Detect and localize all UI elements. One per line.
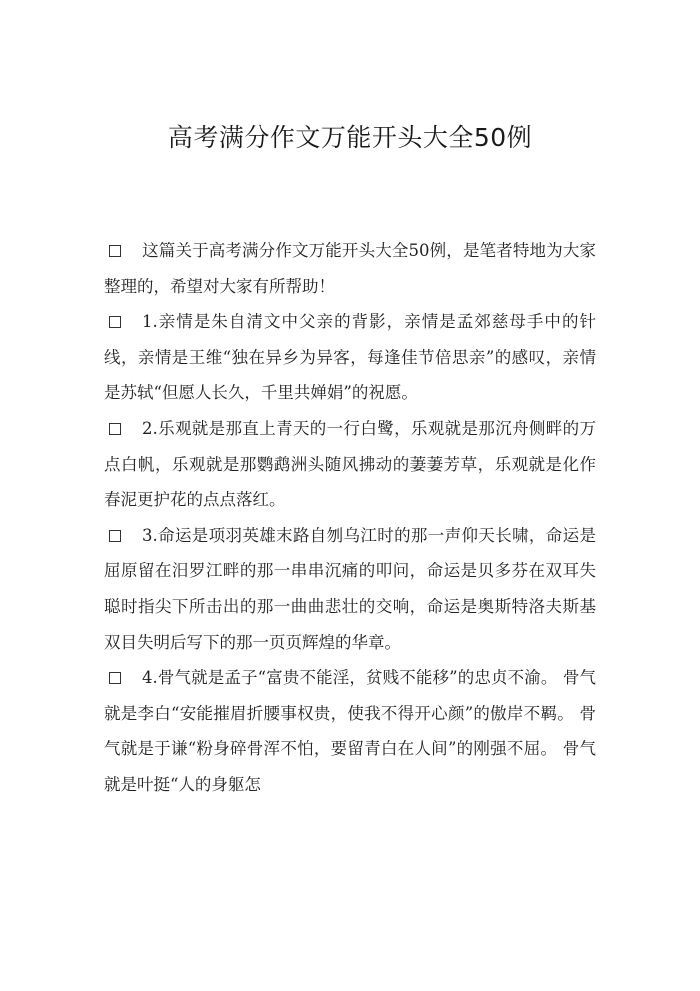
checkbox-icon[interactable] — [109, 672, 121, 684]
checkbox-icon[interactable] — [109, 530, 121, 542]
paragraph-text: 这篇关于高考满分作文万能开头大全50例，是笔者特地为大家整理的，希望对大家有所帮助！ — [104, 241, 596, 296]
checkbox-icon[interactable] — [109, 423, 121, 435]
paragraph-item-3 — [104, 518, 596, 660]
paragraph-text: 4.骨气就是孟子“富贵不能淫，贫贱不能移”的忠贞不渝。 骨气就是李白“安能摧眉折腰事权贵，使我不得开心颜”的傲岸不羁。 骨气就是于谦“粉身碎骨浑不怕，要留青白在人间”的刚强不屈。 骨气就是叶挺“人的身躯怎 — [104, 668, 596, 794]
document-body — [104, 233, 596, 803]
paragraph-text: 1.亲情是朱自清文中父亲的背影，亲情是孟郊慈母手中的针线，亲情是王维“独在异乡为异客，每逢佳节倍思亲”的感叹，亲情是苏轼“但愿人长久，千里共婵娟”的祝愿。 — [104, 312, 596, 403]
paragraph-text: 2.乐观就是那直上青天的一行白鹭，乐观就是那沉舟侧畔的万点白帆，乐观就是那鹦鹉洲头随风拂动的萋萋芳草，乐观就是化作春泥更护花的点点落红。 — [104, 418, 596, 510]
checkbox-icon[interactable] — [109, 316, 121, 328]
paragraph-text: 3.命运是项羽英雄末路自刎乌江时的那一声仰天长啸，命运是屈原留在汨罗江畔的那一串串沉痛的叩问，命运是贝多芬在双耳失聪时指尖下所击出的那一曲曲悲壮的交响，命运是奥斯特洛夫斯基双目失明后写下的那一页页辉煌的华章。 — [104, 525, 596, 652]
paragraph-intro — [104, 233, 596, 304]
checkbox-icon[interactable] — [109, 245, 121, 257]
paragraph-item-1 — [104, 304, 596, 411]
paragraph-item-4 — [104, 660, 596, 802]
paragraph-item-2 — [104, 411, 596, 518]
document-title: 高考满分作文万能开头大全50例 — [167, 123, 533, 152]
